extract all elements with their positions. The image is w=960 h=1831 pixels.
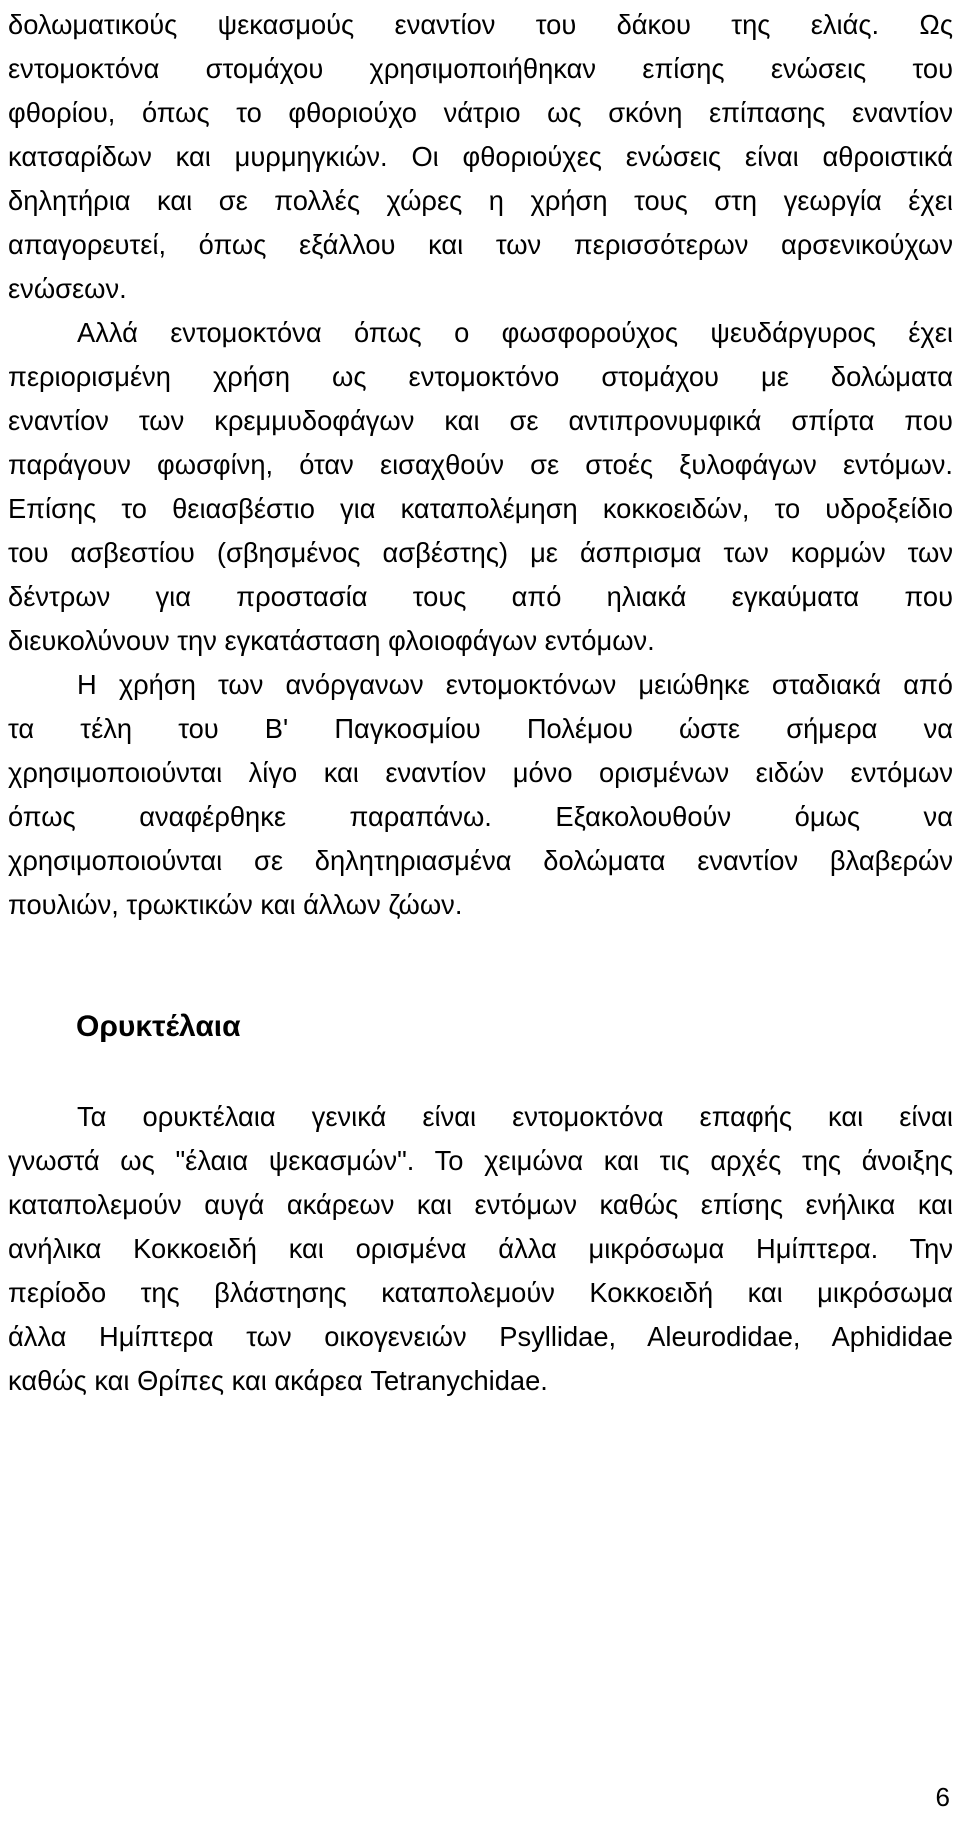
text-line: χρησιμοποιούνται λίγο και εναντίον μόνο ορισμένων ειδών εντόμων [8,757,953,788]
text-line: περίοδο της βλάστησης καταπολεμούν Κοκκοειδή και μικρόσωμα [8,1277,953,1308]
text-line: εναντίον των κρεμμυδοφάγων και σε αντιπρονυμφικά σπίρτα που [8,405,953,436]
text-line: κατσαρίδων και μυρμηγκιών. Οι φθοριούχες ενώσεις είναι αθροιστικά [8,141,953,172]
text-line: εντομοκτόνα στομάχου χρησιμοποιήθηκαν επίσης ενώσεις του [8,53,953,84]
text-line: καθώς και Θρίπες και ακάρεα Tetranychidae. [8,1365,548,1396]
text-line: Επίσης το θειασβέστιο για καταπολέμηση κοκκοειδών, το υδροξείδιο [8,493,953,524]
text-line: ανήλικα Κοκκοειδή και ορισμένα άλλα μικρόσωμα Ημίπτερα. Την [8,1233,953,1264]
text-line: ενώσεων. [8,273,127,304]
text-line: άλλα Ημίπτερα των οικογενειών Psyllidae, Aleurodidae, Aphididae [8,1321,953,1352]
paragraph-first-line: Τα ορυκτέλαια γενικά είναι εντομοκτόνα επαφής και είναι [77,1101,953,1132]
section-heading: Ορυκτέλαια [76,1010,241,1043]
text-line: όπως αναφέρθηκε παραπάνω. Εξακολουθούν όμως να [8,801,953,832]
text-line: παράγουν φωσφίνη, όταν εισαχθούν σε στοές ξυλοφάγων εντόμων. [8,449,953,480]
text-line: δολωματικούς ψεκασμούς εναντίον του δάκου της ελιάς. Ως [8,9,953,40]
text-line: χρησιμοποιούνται σε δηλητηριασμένα δολώματα εναντίον βλαβερών [8,845,953,876]
text-line: διευκολύνουν την εγκατάσταση φλοιοφάγων εντόμων. [8,625,655,656]
text-line: καταπολεμούν αυγά ακάρεων και εντόμων καθώς επίσης ενήλικα και [8,1189,953,1220]
text-line: γνωστά ως "έλαια ψεκασμών". Το χειμώνα και τις αρχές της άνοιξης [8,1145,953,1176]
text-line: δηλητήρια και σε πολλές χώρες η χρήση τους στη γεωργία έχει [8,185,953,216]
text-line: περιορισμένη χρήση ως εντομοκτόνο στομάχου με δολώματα [8,361,953,392]
paragraph-first-line: Αλλά εντομοκτόνα όπως ο φωσφορούχος ψευδάργυρος έχει [77,317,953,348]
text-line: τα τέλη του Β' Παγκοσμίου Πολέμου ώστε σήμερα να [8,713,953,744]
paragraph-first-line: Η χρήση των ανόργανων εντομοκτόνων μειώθηκε σταδιακά από [77,669,953,700]
text-line: φθορίου, όπως το φθοριούχο νάτριο ως σκόνη επίπασης εναντίον [8,97,953,128]
text-line: απαγορευτεί, όπως εξάλλου και των περισσότερων αρσενικούχων [8,229,953,260]
text-line: του ασβεστίου (σβησμένος ασβέστης) με άσπρισμα των κορμών των [8,537,953,568]
text-line: δέντρων για προστασία τους από ηλιακά εγκαύματα που [8,581,953,612]
text-line: πουλιών, τρωκτικών και άλλων ζώων. [8,889,463,920]
page-number: 6 [935,1782,950,1812]
